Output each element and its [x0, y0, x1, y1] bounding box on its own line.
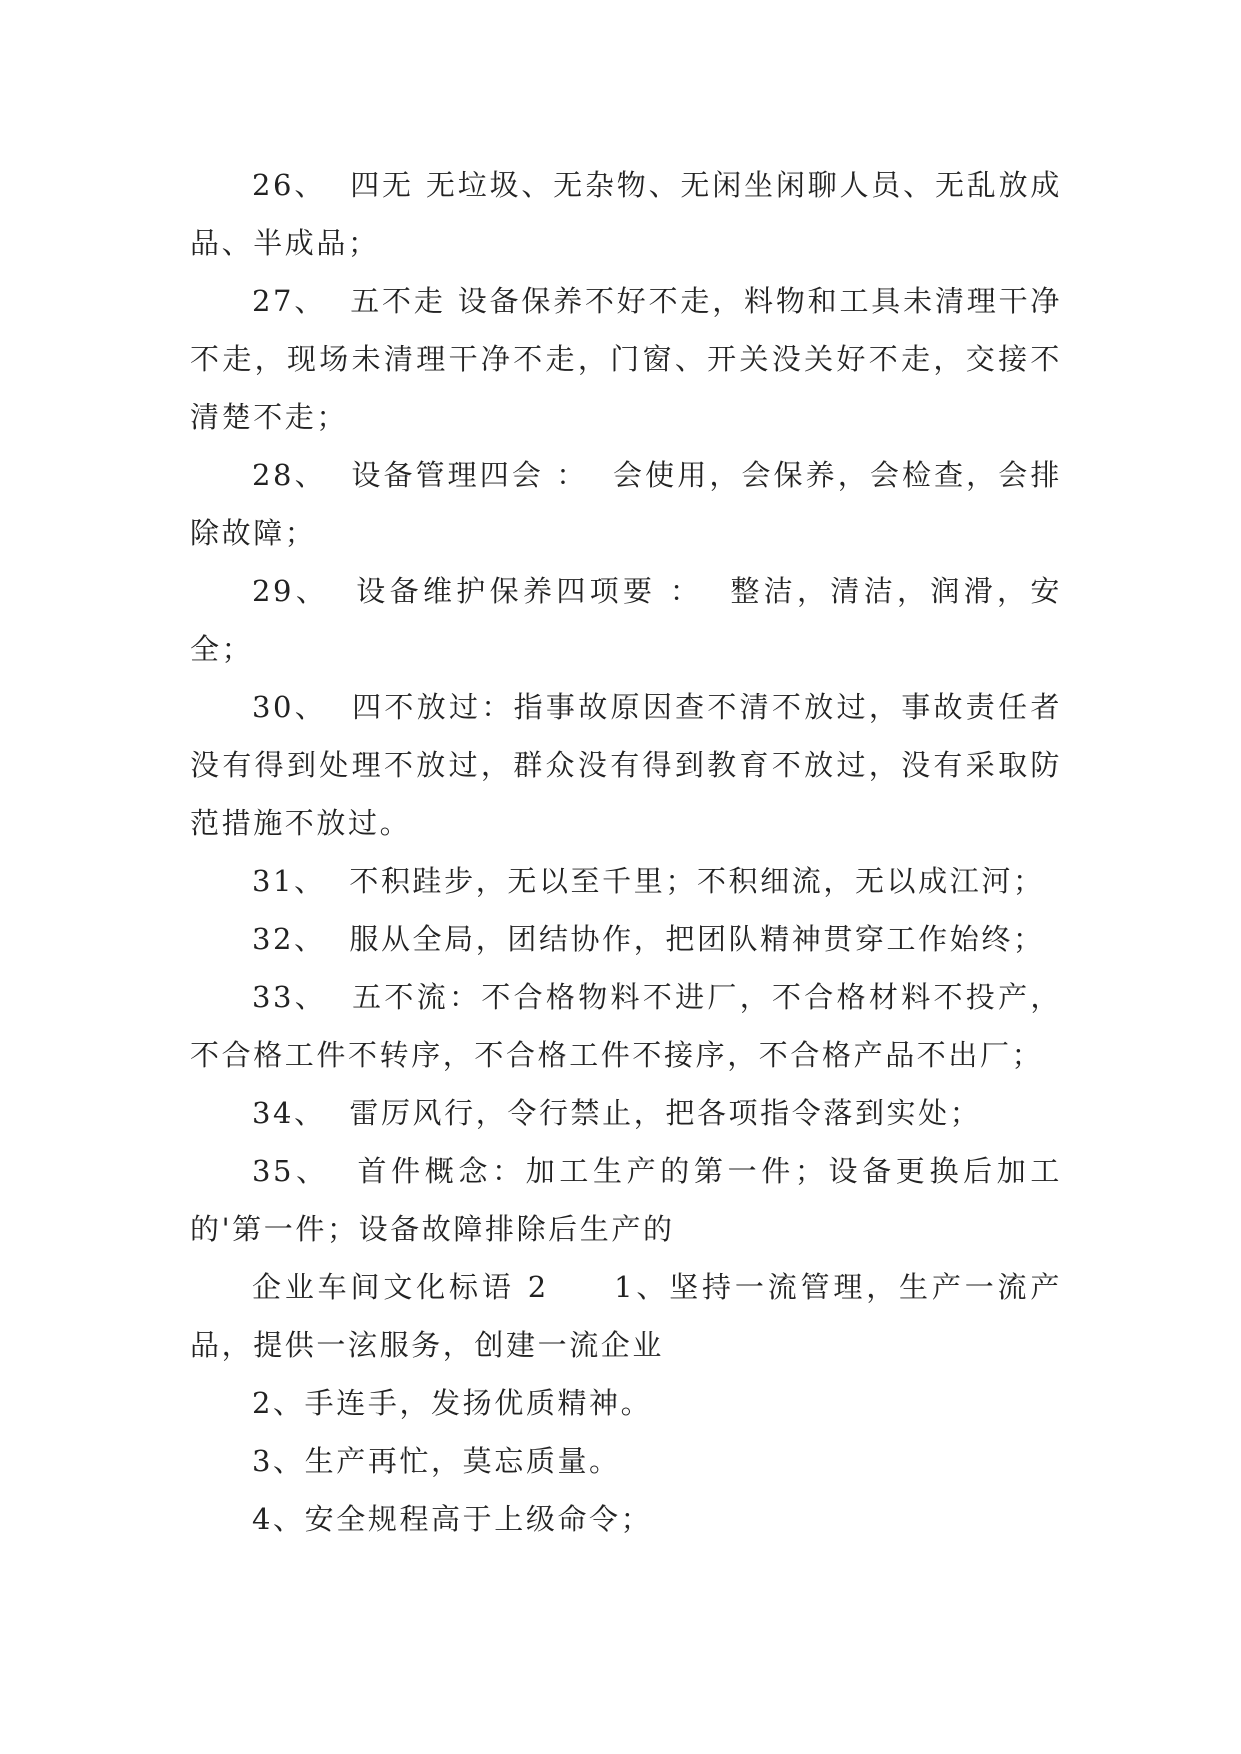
- paragraph-text: 26、 四无 无垃圾、无杂物、无闲坐闲聊人员、无乱放成品、半成品；: [190, 168, 1062, 260]
- document-body: [190, 156, 1062, 1548]
- paragraph-26: [190, 156, 1062, 272]
- paragraph-text: 企业车间文化标语 2 1、坚持一流管理，生产一流产品，提供一泫服务，创建一流企业: [190, 1270, 1062, 1362]
- paragraph-text: 2、手连手，发扬优质精神。: [252, 1386, 653, 1420]
- paragraph-35: [190, 1142, 1062, 1258]
- paragraph-34: [190, 1084, 1062, 1142]
- section-heading-paragraph: [190, 1258, 1062, 1374]
- paragraph-text: 31、 不积跬步，无以至千里；不积细流，无以成江河；: [252, 864, 1045, 898]
- paragraph-32: [190, 910, 1062, 968]
- paragraph-30: [190, 678, 1062, 852]
- paragraph-28: [190, 446, 1062, 562]
- paragraph-text: 35、 首件概念：加工生产的第一件；设备更换后加工的'第一件；设备故障排除后生产的: [190, 1154, 1062, 1246]
- paragraph-text: 32、 服从全局，团结协作，把团队精神贯穿工作始终；: [252, 922, 1045, 956]
- paragraph-3: [190, 1432, 1062, 1490]
- paragraph-text: 3、生产再忙，莫忘质量。: [252, 1444, 621, 1478]
- paragraph-text: 29、 设备维护保养四项要 ： 整洁，清洁，润滑，安全；: [190, 574, 1062, 666]
- paragraph-2: [190, 1374, 1062, 1432]
- paragraph-text: 33、 五不流：不合格物料不进厂，不合格材料不投产，不合格工件不转序，不合格工件不接序，不合格产品不出厂；: [190, 980, 1062, 1072]
- paragraph-text: 28、 设备管理四会 ： 会使用，会保养，会检查，会排除故障；: [190, 458, 1062, 550]
- paragraph-27: [190, 272, 1062, 446]
- paragraph-text: 4、安全规程高于上级命令；: [252, 1502, 653, 1536]
- paragraph-31: [190, 852, 1062, 910]
- paragraph-text: 30、 四不放过：指事故原因查不清不放过，事故责任者没有得到处理不放过，群众没有得到教育不放过，没有采取防范措施不放过。: [190, 690, 1062, 840]
- paragraph-4: [190, 1490, 1062, 1548]
- paragraph-text: 27、 五不走 设备保养不好不走，料物和工具未清理干净不走，现场未清理干净不走，门窗、开关没关好不走，交接不清楚不走；: [190, 284, 1062, 434]
- paragraph-text: 34、 雷厉风行，令行禁止，把各项指令落到实处；: [252, 1096, 982, 1130]
- paragraph-29: [190, 562, 1062, 678]
- paragraph-33: [190, 968, 1062, 1084]
